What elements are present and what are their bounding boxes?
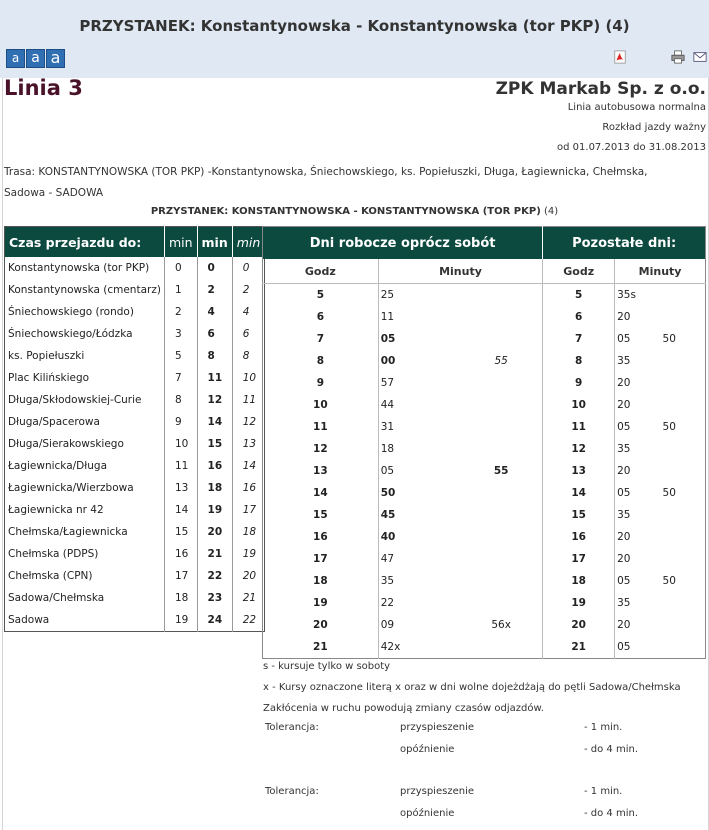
schedule-row — [263, 284, 706, 307]
travel-minutes: 17 — [232, 499, 265, 521]
delay-value: - do 4 min. — [584, 808, 639, 819]
weekday-hour: 6 — [316, 311, 324, 323]
weekday-minute: 56x — [491, 619, 511, 631]
other-minute: 05 — [615, 570, 661, 592]
travel-minutes: 6 — [232, 323, 265, 345]
travel-stop-name: Konstantynowska (cmentarz) — [8, 284, 161, 296]
other-minute: 20 — [615, 394, 661, 416]
other-hour: 8 — [543, 350, 615, 372]
other-minute: 20 — [615, 526, 661, 548]
travel-minutes: 2 — [232, 279, 265, 301]
travel-stop-name: Plac Kilińskiego — [8, 372, 90, 384]
weekday-hour: 17 — [313, 553, 328, 565]
travel-minutes: 10 — [232, 367, 265, 389]
travel-minutes: 18 — [164, 587, 197, 609]
schedule-row — [263, 526, 706, 548]
travel-minutes: 11 — [164, 455, 197, 477]
weekday-minute: 25 — [378, 284, 460, 307]
other-hour: 20 — [543, 614, 615, 636]
travel-minutes: 8 — [164, 389, 197, 411]
top-bar — [0, 0, 709, 78]
other-hour: 19 — [543, 592, 615, 614]
delay-value: - do 4 min. — [584, 744, 639, 755]
other-minute: 20 — [615, 548, 661, 570]
schedule-row — [263, 504, 706, 526]
other-minute — [661, 614, 706, 636]
schedule-row — [263, 482, 706, 504]
travel-stop-name: Łagiewnicka/Długa — [8, 460, 108, 472]
travel-row — [5, 257, 265, 279]
other-minute — [661, 372, 706, 394]
travel-stop-name: Chełmska (PDPS) — [8, 548, 99, 560]
notes — [263, 656, 705, 719]
travel-stop-name: Długa/Sierakowskiego — [8, 438, 124, 450]
schedule-valid: Rozkład jazdy ważny — [602, 122, 706, 133]
weekday-header: Dni robocze oprócz sobót — [263, 227, 543, 260]
other-hour: 15 — [543, 504, 615, 526]
weekday-minute: 55 — [493, 465, 509, 477]
accel-label: przyspieszenie — [400, 786, 474, 797]
travel-minutes: 2 — [164, 301, 197, 323]
other-minute: 35 — [615, 504, 661, 526]
travel-col-3: min — [232, 227, 265, 258]
weekday-hour: 7 — [316, 333, 324, 345]
other-minute: 05 — [615, 328, 661, 350]
travel-row — [5, 521, 265, 543]
travel-minutes: 4 — [232, 301, 265, 323]
other-minute: 50 — [662, 575, 676, 587]
travel-minutes: 0 — [232, 257, 265, 279]
other-minute: 50 — [662, 487, 676, 499]
schedule-row — [263, 372, 706, 394]
travel-stop-name: Konstantynowska (tor PKP) — [8, 262, 150, 274]
weekday-minute: 42x — [378, 636, 460, 659]
weekday-minute — [460, 394, 543, 416]
other-hour: 9 — [543, 372, 615, 394]
weekday-hour: 11 — [313, 421, 328, 433]
weekday-minute: 50 — [378, 482, 460, 504]
schedule-row — [263, 328, 706, 350]
travel-minutes: 19 — [232, 543, 265, 565]
travel-row — [5, 433, 265, 455]
other-minute: 05 — [615, 482, 661, 504]
print-icon[interactable] — [670, 50, 686, 64]
delay-label: opóźnienie — [400, 808, 455, 819]
travel-stop-name: ks. Popiełuszki — [8, 350, 85, 362]
stop-heading-num: (4) — [543, 206, 559, 217]
company-name: ZPK Markab Sp. z o.o. — [495, 79, 706, 99]
travel-minutes: 14 — [164, 499, 197, 521]
weekday-minute: 31 — [378, 416, 460, 438]
weekday-minute: 47 — [378, 548, 460, 570]
other-minute: 35 — [615, 350, 661, 372]
tolerance-label: Tolerancja: — [265, 786, 319, 797]
weekday-minute: 22 — [378, 592, 460, 614]
other-hour: 14 — [543, 482, 615, 504]
travel-minutes: 5 — [164, 345, 197, 367]
weekday-hour: 15 — [313, 509, 328, 521]
travel-minutes: 8 — [197, 345, 232, 367]
travel-minutes: 19 — [164, 609, 197, 632]
weekday-minute — [460, 306, 543, 328]
travel-minutes: 7 — [164, 367, 197, 389]
travel-stop-name: Sadowa/Chełmska — [8, 592, 105, 604]
accel-value: - 1 min. — [584, 722, 623, 733]
weekday-hour: 10 — [313, 399, 328, 411]
travel-minutes: 2 — [197, 279, 232, 301]
minutes-label-a: Minuty — [378, 259, 543, 284]
weekday-minute: 44 — [378, 394, 460, 416]
font-small-button[interactable]: a — [6, 49, 25, 68]
travel-row — [5, 499, 265, 521]
travel-minutes: 18 — [197, 477, 232, 499]
travel-minutes: 21 — [232, 587, 265, 609]
weekday-minute: 05 — [378, 460, 460, 482]
travel-row — [5, 345, 265, 367]
weekday-minute — [460, 504, 543, 526]
travel-minutes: 15 — [164, 521, 197, 543]
weekday-minute: 18 — [378, 438, 460, 460]
travel-minutes: 16 — [164, 543, 197, 565]
hour-label-b: Godz — [543, 259, 615, 284]
travel-minutes: 22 — [232, 609, 265, 632]
travel-col-1: min — [164, 227, 197, 258]
travel-minutes: 12 — [232, 411, 265, 433]
schedule-row — [263, 548, 706, 570]
other-minute: 35 — [615, 592, 661, 614]
travel-minutes: 17 — [164, 565, 197, 587]
travel-stop-name: Chełmska (CPN) — [8, 570, 93, 582]
schedule-row — [263, 592, 706, 614]
travel-minutes: 20 — [197, 521, 232, 543]
weekday-hour: 9 — [316, 377, 324, 389]
other-hour: 12 — [543, 438, 615, 460]
travel-row — [5, 389, 265, 411]
other-hour: 21 — [543, 636, 615, 659]
font-large-button[interactable]: a — [46, 49, 65, 68]
weekday-hour: 20 — [313, 619, 328, 631]
weekday-minute — [460, 548, 543, 570]
font-size-controls — [6, 49, 65, 68]
travel-minutes: 11 — [197, 367, 232, 389]
date-range: od 01.07.2013 do 31.08.2013 — [557, 142, 706, 153]
schedule-row — [263, 460, 706, 482]
note-disruption: Zakłócenia w ruchu powodują zmiany czasów odjazdów. — [263, 703, 544, 714]
travel-row — [5, 411, 265, 433]
weekday-minute: 45 — [378, 504, 460, 526]
weekday-hour: 16 — [313, 531, 328, 543]
travel-row — [5, 609, 265, 632]
other-minute — [661, 350, 706, 372]
minutes-label-b: Minuty — [615, 259, 706, 284]
weekday-hour: 13 — [313, 465, 328, 477]
travel-minutes: 3 — [164, 323, 197, 345]
travel-minutes: 10 — [164, 433, 197, 455]
email-icon[interactable] — [692, 50, 708, 64]
line-type: Linia autobusowa normalna — [567, 102, 706, 113]
other-minute — [661, 592, 706, 614]
route: Trasa: KONSTANTYNOWSKA (TOR PKP) -Konstantynowska, Śniechowskiego, ks. Popiełuszki, Długa, Łagiewnicka, Chełmska, Sadowa - SADOWA — [4, 166, 648, 199]
other-minute — [661, 284, 706, 307]
travel-minutes: 9 — [164, 411, 197, 433]
other-days-header: Pozostałe dni: — [543, 227, 706, 260]
weekday-hour: 8 — [316, 355, 324, 367]
travel-row — [5, 565, 265, 587]
weekday-minute: 40 — [378, 526, 460, 548]
travel-header: Czas przejazdu do: — [5, 227, 165, 258]
schedule-table — [262, 226, 706, 659]
travel-minutes: 22 — [197, 565, 232, 587]
schedule-row — [263, 438, 706, 460]
weekday-minute — [460, 482, 543, 504]
other-minute — [661, 504, 706, 526]
travel-minutes: 1 — [164, 279, 197, 301]
weekday-minute — [460, 592, 543, 614]
accel-value: - 1 min. — [584, 786, 623, 797]
travel-row — [5, 323, 265, 345]
other-hour: 7 — [543, 328, 615, 350]
weekday-minute: 55 — [494, 355, 508, 367]
travel-row — [5, 587, 265, 609]
travel-minutes: 15 — [197, 433, 232, 455]
other-minute — [661, 526, 706, 548]
weekday-minute: 35 — [378, 570, 460, 592]
other-minute: 50 — [662, 333, 676, 345]
weekday-hour: 18 — [313, 575, 328, 587]
stop-heading-name: PRZYSTANEK: KONSTANTYNOWSKA - KONSTANTYNOWSKA (TOR PKP) — [150, 206, 541, 217]
travel-row — [5, 543, 265, 565]
other-minute: 20 — [615, 372, 661, 394]
weekday-hour: 14 — [313, 487, 328, 499]
accel-label: przyspieszenie — [400, 722, 474, 733]
travel-minutes: 23 — [197, 587, 232, 609]
other-hour: 17 — [543, 548, 615, 570]
other-hour: 13 — [543, 460, 615, 482]
weekday-minute — [460, 570, 543, 592]
travel-stop-name: Sadowa — [8, 614, 50, 626]
weekday-hour: 21 — [313, 641, 328, 653]
travel-minutes: 13 — [164, 477, 197, 499]
other-minute: 20 — [615, 460, 661, 482]
schedule-row — [263, 350, 706, 372]
travel-stop-name: Śniechowskiego (rondo) — [8, 306, 134, 318]
schedule-row — [263, 416, 706, 438]
travel-minutes: 19 — [197, 499, 232, 521]
travel-stop-name: Chełmska/Łagiewnicka — [8, 526, 128, 538]
other-minute: 05 — [615, 636, 661, 659]
travel-minutes: 16 — [232, 477, 265, 499]
travel-minutes: 18 — [232, 521, 265, 543]
page-title: PRZYSTANEK: Konstantynowska - Konstantynowska (tor PKP) (4) — [79, 17, 630, 35]
weekday-hour: 5 — [316, 289, 324, 301]
travel-minutes: 21 — [197, 543, 232, 565]
schedule-row — [263, 306, 706, 328]
travel-row — [5, 301, 265, 323]
travel-row — [5, 367, 265, 389]
pdf-icon[interactable] — [612, 50, 628, 64]
weekday-minute: 00 — [378, 350, 460, 372]
other-hour: 11 — [543, 416, 615, 438]
tolerance-label: Tolerancja: — [265, 722, 319, 733]
travel-col-2: min — [197, 227, 232, 258]
other-minute — [661, 548, 706, 570]
weekday-minute — [460, 438, 543, 460]
hour-label-a: Godz — [263, 259, 379, 284]
other-minute — [661, 460, 706, 482]
schedule-row — [263, 570, 706, 592]
weekday-minute — [460, 328, 543, 350]
weekday-minute: 05 — [378, 328, 460, 350]
travel-stop-name: Długa/Spacerowa — [8, 416, 100, 428]
line-title: Linia 3 — [4, 76, 83, 100]
travel-stop-name: Łagiewnicka nr 42 — [8, 504, 104, 516]
travel-row — [5, 279, 265, 301]
weekday-minute: 57 — [378, 372, 460, 394]
note-x: x - Kursy oznaczone literą x oraz w dni wolne dojeżdżają do pętli Sadowa/Chełmska — [263, 682, 681, 693]
travel-row — [5, 455, 265, 477]
schedule-row — [263, 614, 706, 636]
other-minute: 35s — [615, 284, 661, 307]
other-minute — [661, 306, 706, 328]
weekday-minute — [460, 526, 543, 548]
other-minute: 05 — [615, 416, 661, 438]
other-minute: 20 — [615, 614, 661, 636]
travel-row — [5, 477, 265, 499]
weekday-hour: 19 — [313, 597, 328, 609]
schedule-row — [263, 394, 706, 416]
travel-stop-name: Łagiewnicka/Wierzbowa — [8, 482, 134, 494]
travel-minutes: 11 — [232, 389, 265, 411]
travel-minutes: 14 — [197, 411, 232, 433]
travel-time-table — [4, 226, 265, 632]
font-medium-button[interactable]: a — [26, 49, 45, 68]
travel-stop-name: Długa/Skłodowskiej-Curie — [8, 394, 142, 406]
travel-minutes: 8 — [232, 345, 265, 367]
other-minute — [661, 438, 706, 460]
travel-minutes: 16 — [197, 455, 232, 477]
travel-minutes: 4 — [197, 301, 232, 323]
travel-minutes: 24 — [197, 609, 232, 632]
weekday-minute — [460, 372, 543, 394]
other-hour: 10 — [543, 394, 615, 416]
travel-stop-name: Śniechowskiego/Łódzka — [8, 328, 133, 340]
other-hour: 5 — [543, 284, 615, 307]
travel-minutes: 6 — [197, 323, 232, 345]
note-s: s - kursuje tylko w soboty — [263, 661, 391, 672]
other-hour: 16 — [543, 526, 615, 548]
travel-minutes: 0 — [164, 257, 197, 279]
weekday-minute — [460, 416, 543, 438]
travel-minutes: 13 — [232, 433, 265, 455]
other-minute: 20 — [615, 306, 661, 328]
travel-minutes: 12 — [197, 389, 232, 411]
delay-label: opóźnienie — [400, 744, 455, 755]
stop-heading — [0, 206, 709, 217]
travel-minutes: 14 — [232, 455, 265, 477]
travel-minutes: 20 — [232, 565, 265, 587]
travel-minutes: 0 — [197, 257, 232, 279]
other-hour: 18 — [543, 570, 615, 592]
weekday-minute — [460, 284, 543, 307]
other-hour: 6 — [543, 306, 615, 328]
other-minute: 50 — [662, 421, 676, 433]
weekday-minute: 09 — [378, 614, 460, 636]
weekday-hour: 12 — [313, 443, 328, 455]
other-minute: 35 — [615, 438, 661, 460]
other-minute — [661, 394, 706, 416]
weekday-minute: 11 — [378, 306, 460, 328]
